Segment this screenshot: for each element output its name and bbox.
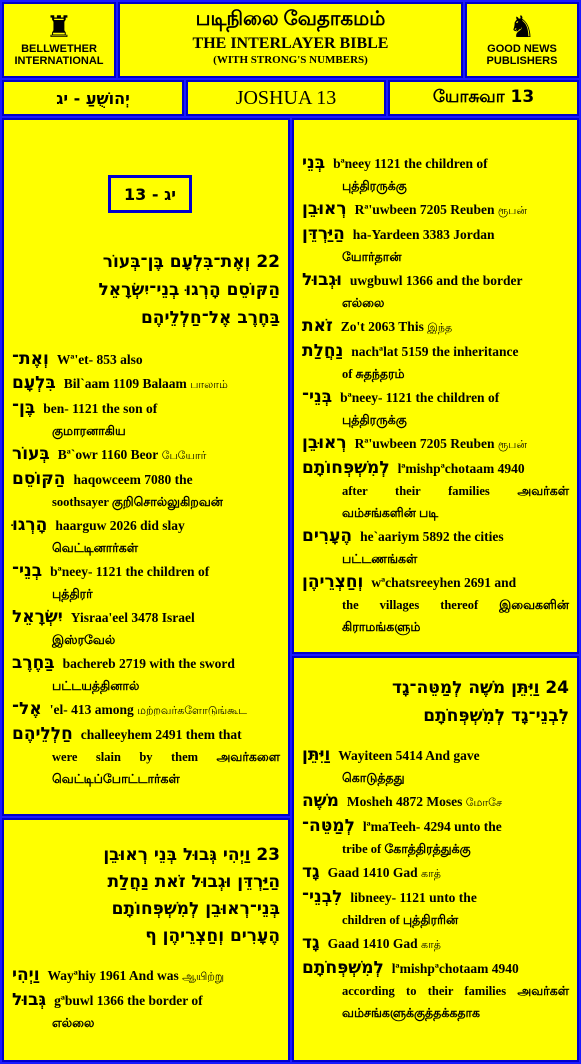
gloss-continuation: children of புத்திரரின் — [342, 913, 459, 927]
word-entry — [294, 269, 577, 314]
transliteration-gloss: he`aariym 5892 the cities — [360, 529, 504, 544]
verse24-line: לִבְנֵי־גָד לְמִשְׁפְּחֹתָם — [423, 706, 569, 726]
word-entry — [4, 397, 288, 442]
verse23-line: הֶעָרִים וְחַצְרֵיהֶן ף — [145, 926, 280, 946]
word-entry — [4, 468, 288, 513]
col1-verse22-panel — [2, 118, 290, 816]
word-entry — [294, 861, 577, 885]
word-entry — [4, 989, 288, 1034]
tamil-gloss: ஆயிற்று — [182, 970, 225, 983]
transliteration-gloss: Bª`owr 1160 Beor — [57, 447, 159, 462]
hebrew-word: נַחֲלַת — [302, 341, 344, 361]
col1-verse23-panel — [2, 818, 290, 1062]
transliteration-gloss: lªmaTeeh- 4294 unto the — [362, 819, 502, 834]
col2-verse24-panel — [292, 656, 579, 1062]
transliteration-gloss: haarguw 2026 did slay — [55, 518, 185, 533]
hebrew-word: מֹשֶׁה — [302, 791, 339, 811]
logo-left-line1: BELLWETHER — [21, 43, 97, 55]
bar-hebrew: יְהוֹשֻׁעַ - יג — [2, 80, 184, 116]
verse23-line: הַיַּרְדֵּן וּגְבוּל זֹאת נַחֲלַת — [107, 872, 280, 892]
tamil-gloss: மற்றவர்களோடுங்கூட — [137, 704, 247, 717]
hebrew-word: בְּנֵי־ — [302, 387, 333, 407]
gloss-continuation: according to their families அவர்கள் வம்சங்களுக்குத்தக்கதாக — [342, 984, 569, 1020]
transliteration-gloss: libneey- 1121 unto the — [350, 890, 477, 905]
transliteration-gloss: Mosheh 4872 Moses — [346, 794, 463, 809]
word-entry — [294, 886, 577, 931]
hebrew-word: הַיַּרְדֵּן — [302, 224, 345, 244]
transliteration-gloss: ben- 1121 the son of — [43, 401, 158, 416]
word-entry — [4, 560, 288, 605]
title-block — [118, 2, 463, 78]
logo-right-line2: PUBLISHERS — [486, 55, 558, 67]
title-tamil: படிநிலை வேதாகமம் — [195, 8, 386, 30]
transliteration-gloss: 'el- 413 among — [49, 702, 134, 717]
transliteration-gloss: ha-Yardeen 3383 Jordan — [352, 227, 495, 242]
hebrew-word: רְאוּבֵן — [302, 199, 347, 219]
verse23-line: 23 וַיְהִי גְּבוּל בְּנֵי רְאוּבֵן — [103, 845, 280, 865]
hebrew-word: אֶל־ — [12, 699, 42, 719]
transliteration-gloss: lªmishpªchotaam 4940 — [397, 461, 525, 476]
verse23-entries-cont — [294, 152, 577, 639]
word-entry — [294, 340, 577, 385]
transliteration-gloss: gªbuwl 1366 the border of — [54, 993, 203, 1008]
transliteration-gloss: wªchatsreeyhen 2691 and — [371, 575, 517, 590]
word-entry — [294, 315, 577, 339]
hebrew-word: הֶעָרִים — [302, 526, 353, 546]
verse22-line: 22 וְאֶת־בִּלְעָם בֶּן־בְּעוֹר — [102, 252, 280, 272]
gloss-continuation: பட்டணங்கள் — [342, 552, 418, 566]
tamil-gloss: காத் — [421, 867, 441, 880]
verse24-entries — [294, 744, 577, 1024]
logo-left-line2: INTERNATIONAL — [14, 55, 104, 67]
transliteration-gloss: lªmishpªchotaam 4940 — [391, 961, 519, 976]
transliteration-gloss: bªneey 1121 the children of — [333, 156, 488, 171]
figure-icon: ♞ — [508, 11, 536, 44]
title-english: THE INTERLAYER BIBLE — [192, 35, 389, 52]
hebrew-word: וַיְהִי — [12, 965, 40, 985]
transliteration-gloss: Wayiteen 5414 And gave — [338, 748, 480, 763]
word-entry — [294, 223, 577, 268]
gloss-continuation: குமாரனாகிய — [52, 424, 126, 438]
word-entry — [4, 698, 288, 722]
hebrew-word: בַּחֶרֶב — [12, 653, 55, 673]
word-entry — [294, 432, 577, 456]
verse23-entries — [4, 964, 288, 1034]
tamil-gloss: இந்த — [427, 321, 453, 334]
candle-icon: ♜ — [45, 11, 73, 44]
word-entry — [294, 152, 577, 197]
bar-book-tamil: யோசுவா 13 — [388, 80, 579, 116]
verse22-hebrew — [4, 248, 288, 332]
hebrew-word: הַקּוֹסֵם — [12, 469, 66, 489]
word-entry — [4, 964, 288, 988]
word-entry — [294, 198, 577, 222]
transliteration-gloss: Bil`aam 1109 Balaam — [63, 376, 187, 391]
word-entry — [294, 386, 577, 431]
verse22-entries — [4, 348, 288, 790]
tamil-gloss: பேயோர் — [161, 449, 207, 462]
hebrew-word: וַיִּתֵּן — [302, 745, 331, 765]
gloss-continuation: were slain by them அவர்களை வெட்டிப்போட்டார்கள் — [52, 750, 280, 786]
gloss-continuation: tribe of கோத்திரத்துக்கு — [342, 842, 471, 856]
hebrew-word: וְאֶת־ — [12, 349, 49, 369]
tamil-gloss: ரூபன் — [497, 438, 528, 451]
hebrew-word: בְּעוֹר — [12, 444, 50, 464]
gloss-continuation: கொடுத்தது — [342, 771, 405, 785]
word-entry — [294, 457, 577, 524]
tamil-gloss: மோசே — [465, 796, 503, 809]
hebrew-word: וּגְבוּל — [302, 270, 342, 290]
gloss-continuation: after their families அவர்கள் வம்சங்களின் படி — [342, 484, 569, 520]
gloss-continuation: the villages thereof இவைகளின் கிராமங்களும் — [342, 598, 569, 634]
gloss-continuation: புத்திரருக்கு — [342, 179, 407, 193]
transliteration-gloss: Zo't 2063 This — [340, 319, 424, 334]
verse24-line: 24 וַיִּתֵּן מֹשֶׁה לְמַטֵּה־גָד — [391, 678, 569, 698]
gloss-continuation: soothsayer குறிசொல்லுகிறவன் — [52, 495, 223, 509]
tamil-gloss: பாலாம் — [190, 378, 228, 391]
word-entry — [294, 744, 577, 789]
word-entry — [4, 348, 288, 371]
bellwether-logo — [2, 2, 116, 78]
bar-book-english: JOSHUA 13 — [186, 80, 386, 116]
transliteration-gloss: Gaad 1410 Gad — [327, 936, 418, 951]
verse23-hebrew — [4, 842, 288, 950]
hebrew-word: וְחַצְרֵיהֶן — [302, 572, 364, 592]
word-entry — [4, 652, 288, 697]
hebrew-word: בְּנֵי — [302, 153, 326, 173]
hebrew-word: בִּלְעָם — [12, 373, 56, 393]
hebrew-word: יִשְׂרָאֵל — [12, 607, 63, 627]
transliteration-gloss: bªneey- 1121 the children of — [340, 390, 500, 405]
hebrew-word: גָד — [302, 933, 320, 953]
hebrew-word: בֶּן־ — [12, 398, 36, 418]
transliteration-gloss: bachereb 2719 with the sword — [62, 656, 235, 671]
hebrew-word: זֹאת — [302, 316, 333, 336]
word-entry — [4, 723, 288, 790]
transliteration-gloss: bªneey- 1121 the children of — [50, 564, 210, 579]
word-entry — [4, 372, 288, 396]
chapter-label: יג - 13 — [108, 175, 192, 213]
gloss-continuation: புத்திரருக்கு — [342, 413, 407, 427]
tamil-gloss: ரூபன் — [497, 204, 528, 217]
hebrew-word: חַלְלֵיהֶם — [12, 724, 73, 744]
hebrew-word: לְמִשְׁפְּחֹתָם — [302, 958, 384, 978]
tamil-gloss: காத் — [421, 938, 441, 951]
transliteration-gloss: challeeyhem 2491 them that — [80, 727, 242, 742]
hebrew-word: רְאוּבֵן — [302, 433, 347, 453]
gloss-continuation: of சுதந்தரம் — [342, 367, 405, 381]
hebrew-word: לִבְנֵי־ — [302, 887, 343, 907]
transliteration-gloss: Gaad 1410 Gad — [327, 865, 418, 880]
gloss-continuation: எல்லை — [342, 296, 385, 310]
gloss-continuation: பட்டயத்தினால் — [52, 679, 140, 693]
word-entry — [294, 525, 577, 570]
word-entry — [294, 815, 577, 860]
title-subtitle: (WITH STRONG'S NUMBERS) — [213, 54, 368, 66]
gloss-continuation: யோர்தான் — [342, 250, 402, 264]
verse22-line: הַקּוֹסֵם הָרְגוּ בְנֵי־יִשְׂרָאֵל — [98, 280, 280, 300]
word-entry — [294, 571, 577, 638]
word-entry — [294, 790, 577, 814]
gloss-continuation: இஸ்ரவேல் — [52, 633, 116, 647]
word-entry — [294, 932, 577, 956]
transliteration-gloss: uwgbuwl 1366 and the border — [349, 273, 523, 288]
verse23-line: בְּנֵי־רְאוּבֵן לְמִשְׁפְּחוֹתָם — [111, 899, 280, 919]
hebrew-word: בְנֵי־ — [12, 561, 43, 581]
transliteration-gloss: Wª'et- 853 also — [56, 352, 143, 367]
hebrew-word: גָד — [302, 862, 320, 882]
transliteration-gloss: Wayªhiy 1961 And was — [47, 968, 179, 983]
transliteration-gloss: haqowceem 7080 the — [73, 472, 193, 487]
transliteration-gloss: Rª'uwbeen 7205 Reuben — [354, 436, 495, 451]
transliteration-gloss: Rª'uwbeen 7205 Reuben — [354, 202, 495, 217]
transliteration-gloss: nachªlat 5159 the inheritance — [351, 344, 519, 359]
verse24-hebrew — [294, 674, 577, 730]
word-entry — [294, 957, 577, 1024]
gloss-continuation: புத்திரர் — [52, 587, 93, 601]
hebrew-word: לְמִשְׁפְּחוֹתָם — [302, 458, 390, 478]
goodnews-logo — [465, 2, 579, 78]
verse22-line: בַּחֶרֶב אֶל־חַלְלֵיהֶם — [140, 308, 280, 328]
transliteration-gloss: Yisraa'eel 3478 Israel — [70, 610, 195, 625]
hebrew-word: גְּבוּל — [12, 990, 47, 1010]
col2-verse23-panel — [292, 118, 579, 654]
hebrew-word: הָרְגוּ — [12, 515, 48, 535]
gloss-continuation: எல்லை — [52, 1016, 95, 1030]
word-entry — [4, 443, 288, 467]
word-entry — [4, 606, 288, 651]
gloss-continuation: வெட்டினார்கள் — [52, 541, 139, 555]
word-entry — [4, 514, 288, 559]
hebrew-word: לְמַטֵּה־ — [302, 816, 355, 836]
logo-right-line1: GOOD NEWS — [487, 43, 557, 55]
